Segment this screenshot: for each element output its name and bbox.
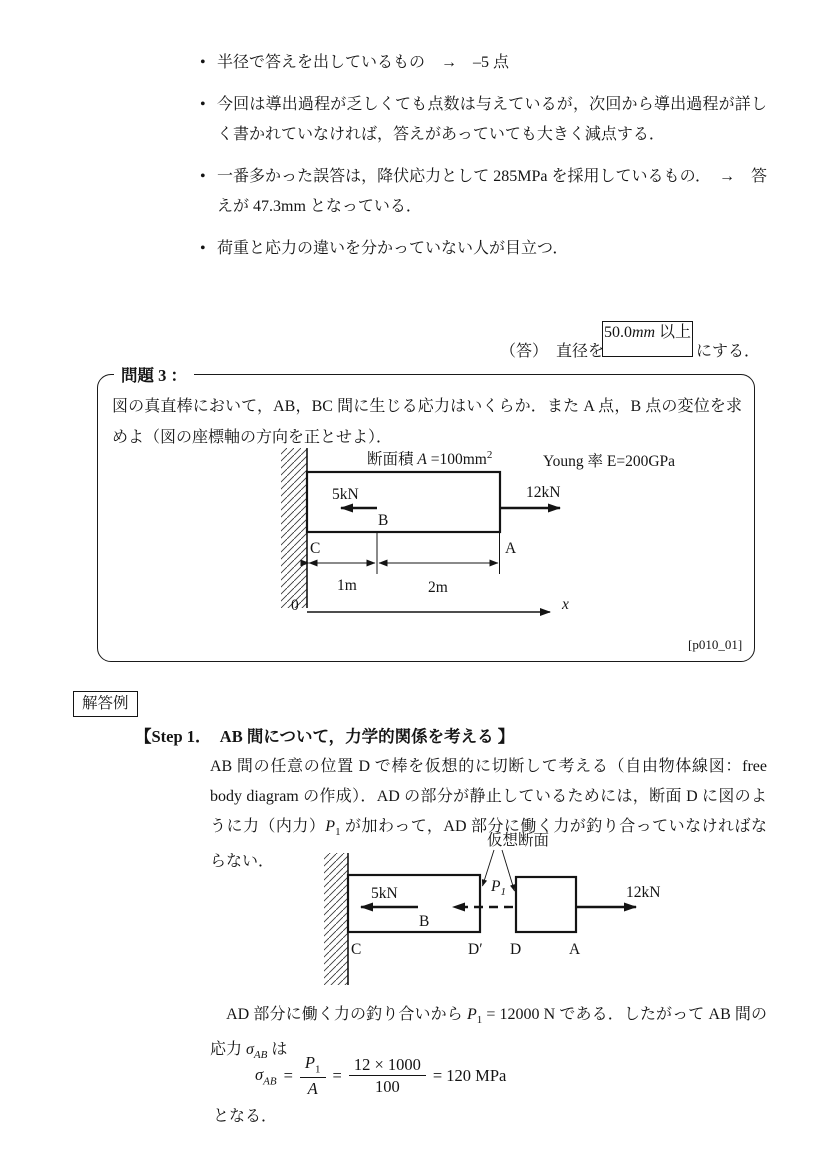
formula-frac1-numerator: $P_1$ bbox=[300, 1053, 326, 1078]
answer-value-box bbox=[602, 321, 693, 357]
answer-value: 50.0mm 以上 bbox=[603, 324, 692, 341]
grading-note-2: • 今回は導出過程が乏しくても点数は与えているが，次回から導出過程が詳しく書かれていなければ，答えがあっていても大きく減点する． bbox=[200, 90, 767, 150]
virtual-section-label: 仮想断面 bbox=[487, 832, 550, 849]
problem-statement: 図の真直棒において，AB，BC 間に生じる応力はいくらか．また A 点，B 点の変位を求めよ（図の座標軸の方向を正とせよ）． bbox=[112, 398, 742, 446]
dim-1m-label: 1m bbox=[337, 577, 357, 594]
formula-result: = 120 MPa bbox=[432, 1065, 507, 1085]
stress-formula bbox=[255, 1053, 506, 1099]
wall-hatch bbox=[281, 448, 307, 608]
x-axis-label: x bbox=[562, 596, 569, 613]
origin-label: 0 bbox=[291, 597, 299, 614]
young-modulus-label: Young 率 E=200GPa bbox=[543, 453, 676, 470]
fbd-force-5kn-label: 5kN bbox=[371, 885, 398, 902]
fbd-point-dprime-label: D′ bbox=[468, 941, 483, 958]
formula-lhs: $\sigma_{AB}$ bbox=[255, 1064, 277, 1088]
grading-note-1: • 半径で答えを出しているもの → –5 点 bbox=[200, 48, 767, 78]
formula-fraction-1 bbox=[300, 1053, 326, 1099]
formula-frac2-numerator: 12 × 1000 bbox=[349, 1055, 426, 1076]
point-c-label: C bbox=[310, 540, 321, 557]
step1-paragraph: AB 間の任意の位置 D で棒を仮想的に切断して考える（自由物体線図：free body diagram の作成）．AD の部分が静止しているためには，断面 D に図のように力（内力）$P_1$ が加わって，AD 部分に働く力が釣り合っていなければならない． bbox=[210, 758, 767, 871]
fbd-left-bar bbox=[348, 875, 480, 932]
fbd-point-b-label: B bbox=[419, 913, 430, 930]
formula-equals-2: = bbox=[332, 1065, 342, 1085]
free-body-diagram bbox=[320, 828, 660, 993]
grading-note-3: • 一番多かった誤答は，降伏応力として 285MPa を採用しているもの． → 答えが 47.3mm となっている． bbox=[200, 162, 767, 222]
p1-label: $P_1$ bbox=[491, 878, 506, 899]
equilibrium-paragraph: AD 部分に働く力の釣り合いから $P_1 = 12000$ N である．したがって AB 間の応力 $\sigma_{AB}$ は bbox=[210, 1006, 767, 1062]
fbd-point-d-label: D bbox=[510, 941, 522, 958]
dim-2m-label: 2m bbox=[428, 579, 448, 596]
step1-heading: 【Step 1． AB 間について，力学的関係を考える 】 bbox=[135, 727, 515, 746]
point-a-label: A bbox=[505, 540, 517, 557]
fbd-point-c-label: C bbox=[351, 941, 362, 958]
fbd-point-a-label: A bbox=[569, 941, 581, 958]
force-12kn-label: 12kN bbox=[526, 484, 561, 501]
solution-example-label: 解答例 bbox=[73, 691, 138, 717]
formula-fraction-2 bbox=[349, 1055, 426, 1097]
problem-figure bbox=[278, 444, 570, 620]
point-b-label: B bbox=[378, 512, 389, 529]
fbd-force-12kn-label: 12kN bbox=[626, 884, 661, 901]
answer-suffix: にする． bbox=[696, 343, 761, 360]
formula-frac1-denominator: A bbox=[307, 1079, 318, 1099]
closing-text: となる． bbox=[213, 1108, 278, 1125]
fbd-wall-hatch bbox=[324, 853, 348, 985]
formula-frac2-denominator: 100 bbox=[374, 1077, 400, 1097]
figure-tag: [p010_01] bbox=[688, 637, 743, 652]
grading-note-4: • 荷重と応力の違いを分かっていない人が目立つ． bbox=[200, 234, 767, 264]
answer-prefix: （答） 直径を bbox=[500, 343, 605, 360]
problem-title: 問題 3 ： bbox=[114, 362, 194, 386]
fbd-right-piece bbox=[516, 877, 576, 932]
formula-equals-1: = bbox=[283, 1065, 293, 1085]
area-label: 断面積 $A =100mm^2$ bbox=[367, 449, 493, 469]
grading-notes-list bbox=[200, 48, 767, 276]
force-5kn-label: 5kN bbox=[332, 486, 359, 503]
